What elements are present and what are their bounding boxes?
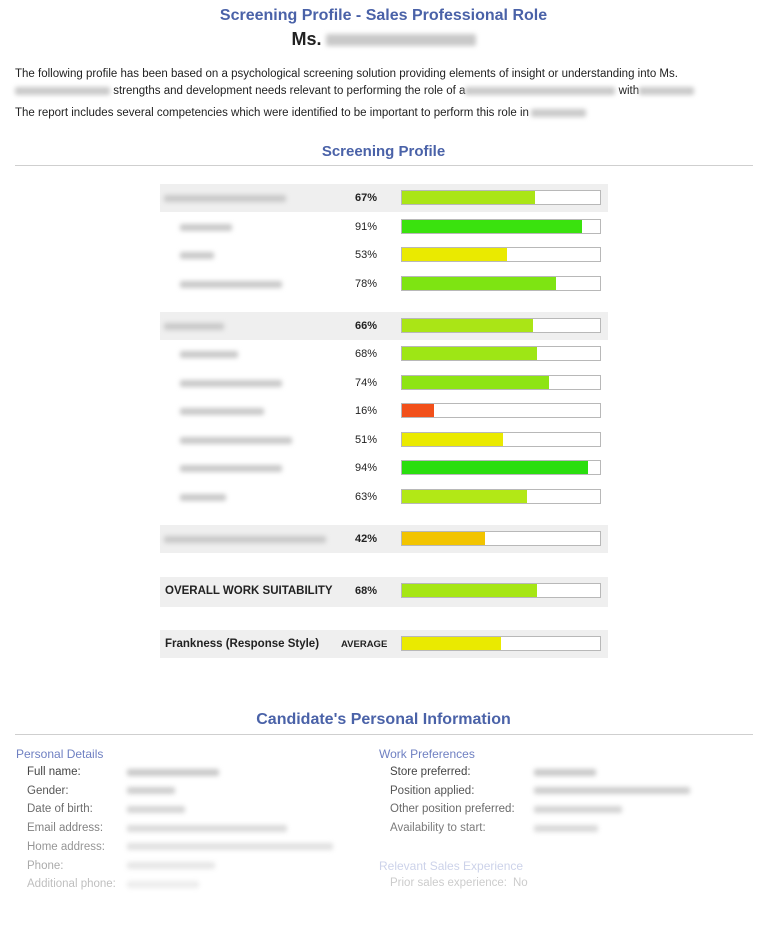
sales-experience-heading: Relevant Sales Experience — [379, 859, 524, 873]
competency-bar — [401, 403, 601, 418]
competency-bar-fill — [402, 347, 537, 360]
work-preference-row — [390, 763, 596, 781]
personal-detail-label: Date of birth: — [27, 803, 93, 816]
frankness-label: Frankness (Response Style) — [165, 638, 320, 650]
personal-details-heading: Personal Details — [16, 747, 104, 761]
work-preference-label: Store preferred: — [390, 766, 471, 778]
competency-percent: 51% — [355, 434, 378, 446]
competency-bar-fill — [402, 461, 588, 474]
competency-bar — [401, 489, 601, 504]
personal-detail-row — [27, 838, 333, 856]
redacted-preference-value — [534, 787, 690, 794]
redacted-competency-name — [180, 224, 232, 231]
redacted-preference-value — [534, 825, 598, 832]
screening-profile-title: Screening Profile — [321, 143, 446, 160]
redacted-competency-name — [180, 494, 226, 501]
competency-percent: 66% — [355, 320, 378, 332]
competency-percent: 91% — [355, 221, 378, 233]
work-preference-row — [390, 782, 690, 800]
report-title: Screening Profile - Sales Professional Role — [219, 7, 548, 24]
redacted-first-name — [15, 87, 110, 95]
competency-bar-fill — [402, 277, 556, 290]
intro-paragraph — [15, 66, 755, 100]
competency-sub-row — [160, 241, 608, 269]
redacted-name — [326, 34, 476, 46]
work-preference-row — [390, 819, 598, 837]
competency-bar-fill — [402, 532, 485, 545]
competency-bar — [401, 276, 601, 291]
redacted-detail-value — [127, 881, 199, 888]
competency-label — [180, 340, 238, 368]
competency-bar — [401, 346, 601, 361]
competency-percent: 74% — [355, 377, 378, 389]
redacted-competency-name — [180, 408, 264, 415]
personal-detail-row — [27, 782, 175, 800]
work-preference-row — [390, 800, 622, 818]
competency-sub-row — [160, 426, 608, 454]
divider — [15, 165, 753, 166]
personal-detail-row — [27, 800, 185, 818]
competency-label — [164, 312, 224, 340]
competency-group-row — [160, 312, 608, 340]
competency-bar — [401, 219, 601, 234]
competency-bar — [401, 247, 601, 262]
redacted-competency-name — [180, 281, 282, 288]
competency-label — [164, 525, 326, 553]
competency-sub-row — [160, 270, 608, 298]
work-preferences-heading: Work Preferences — [379, 747, 475, 761]
prior-experience-value: No — [512, 877, 528, 889]
competency-percent: 53% — [355, 249, 378, 261]
competency-sub-row — [160, 340, 608, 368]
redacted-detail-value — [127, 862, 215, 869]
redacted-role — [465, 87, 615, 95]
competency-bar — [401, 375, 601, 390]
work-preference-label: Availability to start: — [390, 822, 486, 835]
competency-sub-row — [160, 483, 608, 511]
candidate-name — [0, 29, 767, 50]
personal-detail-label: Phone: — [27, 859, 64, 872]
personal-info-title: Candidate's Personal Information — [256, 711, 511, 728]
competency-percent: 42% — [355, 533, 378, 545]
competency-percent: 16% — [355, 405, 378, 417]
competency-sub-row — [160, 369, 608, 397]
intro-text-d: The report includes several competencies which were identified to be important to perform this role in — [15, 107, 529, 119]
frankness-bar-fill — [402, 637, 501, 650]
competency-label — [180, 483, 226, 511]
overall-suitability-bar-fill — [402, 584, 537, 597]
redacted-detail-value — [127, 769, 219, 776]
redacted-preference-value — [534, 806, 622, 813]
competency-bar — [401, 190, 601, 205]
redacted-competency-name — [180, 437, 292, 444]
intro-text-c: with — [618, 85, 640, 97]
redacted-competency-name — [164, 195, 286, 202]
redacted-competency-name — [164, 536, 326, 543]
overall-suitability-bar — [401, 583, 601, 598]
competency-bar-fill — [402, 248, 507, 261]
competency-percent: 68% — [355, 348, 378, 360]
personal-detail-row — [27, 763, 219, 781]
redacted-detail-value — [127, 825, 287, 832]
personal-detail-label: Home address: — [27, 840, 105, 853]
redacted-competency-name — [180, 465, 282, 472]
competency-label — [164, 184, 286, 212]
competency-group-row — [160, 525, 608, 553]
redacted-competency-name — [164, 323, 224, 330]
competency-label — [180, 270, 282, 298]
work-preference-label: Other position preferred: — [390, 803, 515, 816]
personal-detail-label: Gender: — [27, 784, 69, 797]
competency-sub-row — [160, 397, 608, 425]
competency-sub-row — [160, 454, 608, 482]
overall-suitability-percent: 68% — [355, 585, 378, 597]
competency-percent: 63% — [355, 491, 378, 503]
competency-bar — [401, 531, 601, 546]
redacted-company-2 — [531, 109, 586, 117]
competency-percent: 67% — [355, 192, 378, 204]
competency-bar-fill — [402, 376, 549, 389]
competency-bar-fill — [402, 191, 535, 204]
overall-suitability-row — [160, 577, 608, 607]
redacted-preference-value — [534, 769, 596, 776]
redacted-detail-value — [127, 806, 185, 813]
competency-bar-fill — [402, 433, 503, 446]
redacted-company — [639, 87, 694, 95]
prior-experience-row — [390, 874, 528, 892]
competency-sub-row — [160, 213, 608, 241]
personal-detail-label: Email address: — [27, 822, 104, 835]
competency-bar-fill — [402, 404, 434, 417]
competency-label — [180, 426, 292, 454]
personal-detail-label: Full name: — [27, 766, 81, 778]
personal-detail-row — [27, 857, 215, 875]
redacted-competency-name — [180, 351, 238, 358]
salutation: Ms. — [291, 29, 322, 49]
competency-label — [180, 213, 232, 241]
competency-bar — [401, 460, 601, 475]
competency-group-row — [160, 184, 608, 212]
personal-detail-row — [27, 875, 199, 893]
personal-detail-label: Additional phone: — [27, 878, 116, 891]
intro-paragraph-2 — [15, 105, 755, 122]
frankness-bar — [401, 636, 601, 651]
intro-text-b: strengths and development needs relevant to performing the role of a — [113, 85, 466, 97]
competency-bar-fill — [402, 319, 533, 332]
overall-suitability-label: OVERALL WORK SUITABILITY — [165, 585, 333, 597]
frankness-row — [160, 630, 608, 658]
redacted-competency-name — [180, 380, 282, 387]
redacted-competency-name — [180, 252, 214, 259]
competency-label — [180, 397, 264, 425]
competency-percent: 78% — [355, 278, 378, 290]
frankness-level: AVERAGE — [341, 638, 388, 650]
competency-bar — [401, 432, 601, 447]
competency-label — [180, 241, 214, 269]
prior-experience-label: Prior sales experience: — [390, 877, 507, 889]
redacted-detail-value — [127, 843, 333, 850]
competency-bar — [401, 318, 601, 333]
personal-detail-row — [27, 819, 287, 837]
competency-bar-fill — [402, 220, 582, 233]
competency-percent: 94% — [355, 462, 378, 474]
work-preference-label: Position applied: — [390, 784, 475, 797]
competency-label — [180, 454, 282, 482]
competency-label — [180, 369, 282, 397]
competency-bar-fill — [402, 490, 527, 503]
redacted-detail-value — [127, 787, 175, 794]
intro-text-a: The following profile has been based on a psychological screening solution providing elements of insight or understanding into Ms. — [15, 68, 678, 80]
divider — [15, 734, 753, 735]
